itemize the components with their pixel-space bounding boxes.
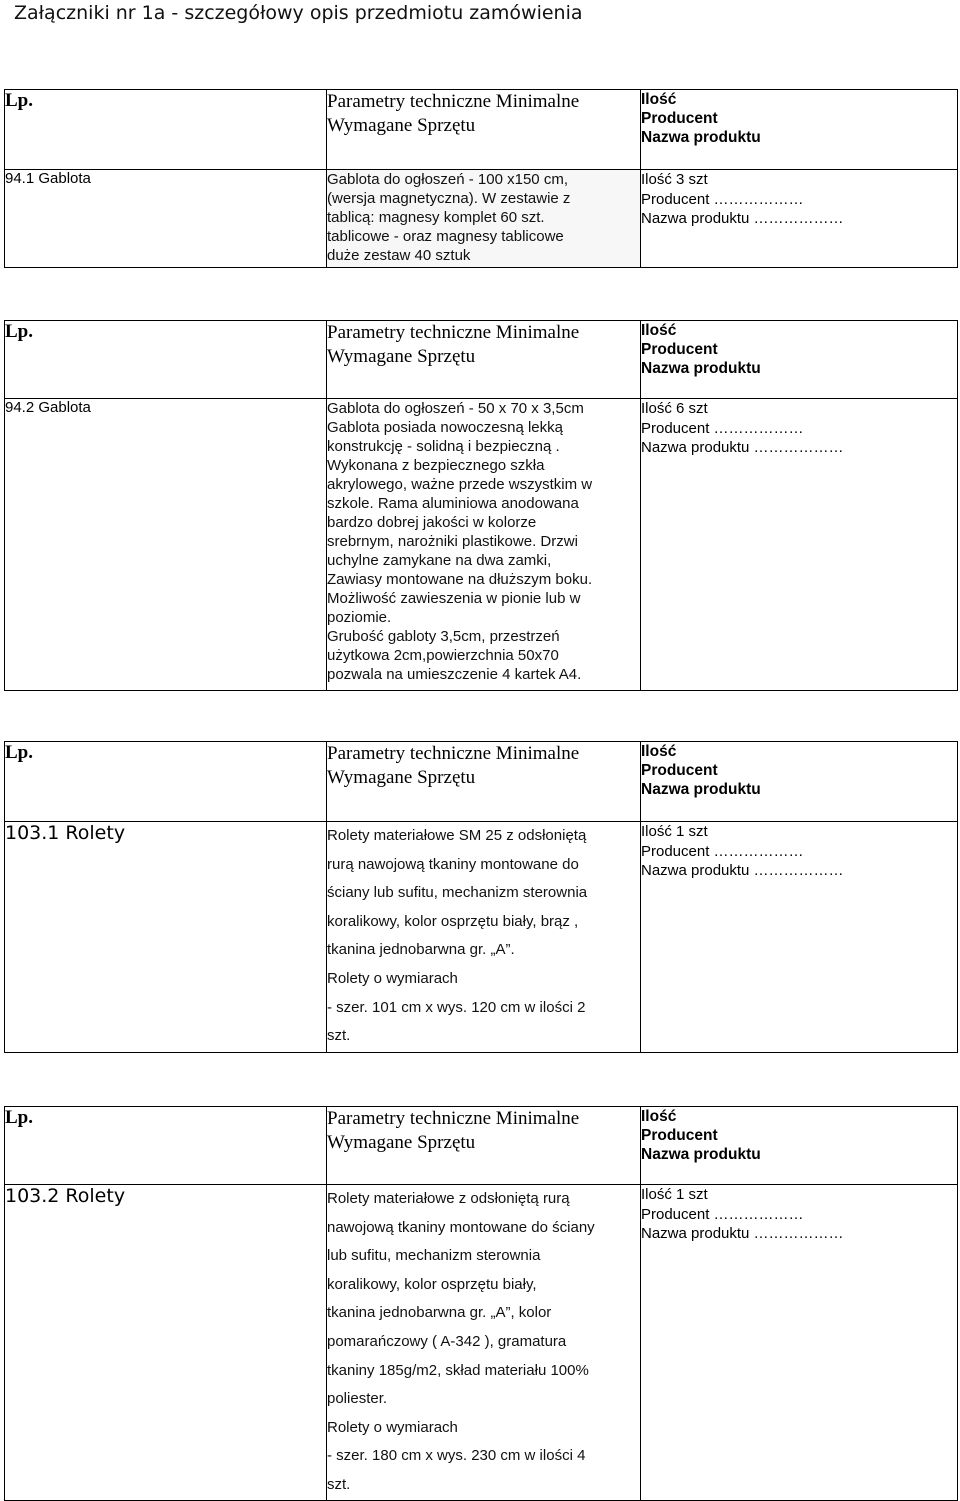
item-quantity [641,170,958,268]
header-quantity: Ilość Producent Nazwa produktu [641,90,958,170]
table-row [5,1185,958,1501]
text-line: tablicą: magnesy komplet 60 szt. [327,209,545,226]
text-line: Nazwa produktu ……………… [641,1225,844,1242]
document-title: Załączniki nr 1a - szczegółowy opis przedmiotu zamówienia [14,2,583,24]
text-line: Gablota do ogłoszeń - 100 x150 cm, [327,171,568,188]
spec-table-1 [4,89,958,268]
text-line: tkanina jednobarwna gr. „A”, kolor [327,1304,552,1322]
text-line: - szer. 101 cm x wys. 120 cm w ilości 2 [327,998,586,1016]
header-lp: Lp. [5,90,327,170]
item-quantity [641,822,958,1053]
text-line: szt. [327,1475,351,1493]
text-line: rurą nawojową tkaniny montowane do [327,855,579,873]
text-line: ściany lub sufitu, mechanizm sterownia [327,884,588,902]
text-line: Gablota posiada nowoczesną lekką [327,419,563,436]
header-params: Parametry techniczne Minimalne Wymagane Sprzętu [327,321,641,399]
text-line: Ilość 3 szt [641,171,708,188]
table-header-row [5,1107,958,1185]
item-quantity [641,399,958,691]
item-lp: 103.2 Rolety [5,1185,327,1501]
table-row [5,822,958,1053]
text-line: konstrukcję - solidną i bezpieczną . [327,438,560,455]
text-line: tablicowe - oraz magnesy tablicowe [327,228,564,245]
text-line: tkanina jednobarwna gr. „A”. [327,941,515,959]
text-line: srebrnym, narożniki plastikowe. Drzwi [327,533,578,550]
header-params: Parametry techniczne Minimalne Wymagane Sprzętu [327,90,641,170]
header-quantity: Ilość Producent Nazwa produktu [641,321,958,399]
text-line: Zawiasy montowane na dłuższym boku. [327,571,593,588]
text-line: Wykonana z bezpiecznego szkła [327,457,545,474]
item-lp: 103.1 Rolety [5,822,327,1053]
table-row [5,170,958,268]
text-line: Ilość 1 szt [641,823,708,840]
table-header-row [5,742,958,822]
text-line: poliester. [327,1390,388,1408]
text-line: bardzo dobrej jakości w kolorze [327,514,537,531]
text-line: akrylowego, ważne przede wszystkim w [327,476,593,493]
header-params: Parametry techniczne Minimalne Wymagane Sprzętu [327,742,641,822]
table-header-row [5,90,958,170]
text-line: Możliwość zawieszenia w pionie lub w [327,590,581,607]
text-line: lub sufitu, mechanizm sterownia [327,1247,541,1265]
text-line: - szer. 180 cm x wys. 230 cm w ilości 4 [327,1447,586,1465]
header-params: Parametry techniczne Minimalne Wymagane Sprzętu [327,1107,641,1185]
item-description [327,1185,641,1501]
text-line: szkole. Rama aluminiowa anodowana [327,495,579,512]
header-quantity: Ilość Producent Nazwa produktu [641,1107,958,1185]
item-description [327,399,641,691]
spec-table-2 [4,320,958,691]
text-line: Nazwa produktu ……………… [641,439,844,456]
text-line: tkaniny 185g/m2, skład materiału 100% [327,1361,589,1379]
text-line: pomarańczowy ( A-342 ), gramatura [327,1332,567,1350]
text-line: Rolety o wymiarach [327,1418,458,1436]
text-line: Grubość gabloty 3,5cm, przestrzeń [327,628,560,645]
text-line: Producent ……………… [641,419,804,437]
text-line: szt. [327,1027,351,1045]
text-line: Producent ……………… [641,1205,804,1223]
text-line: nawojową tkaniny montowane do ściany [327,1218,595,1236]
header-quantity: Ilość Producent Nazwa produktu [641,742,958,822]
header-lp: Lp. [5,742,327,822]
text-line: duże zestaw 40 sztuk [327,247,471,264]
text-line: (wersja magnetyczna). W zestawie z [327,190,571,207]
text-line: poziomie. [327,609,392,626]
text-line: Producent ……………… [641,190,804,208]
item-lp: 94.1 Gablota [5,170,327,268]
text-line: Ilość 1 szt [641,1186,708,1203]
item-lp: 94.2 Gablota [5,399,327,691]
text-line: Nazwa produktu ……………… [641,862,844,879]
text-line: pozwala na umieszczenie 4 kartek A4. [327,666,582,683]
text-line: użytkowa 2cm,powierzchnia 50x70 [327,647,559,664]
header-lp: Lp. [5,321,327,399]
table-header-row [5,321,958,399]
text-line: Rolety materiałowe z odsłoniętą rurą [327,1190,570,1207]
text-line: koralikowy, kolor osprzętu biały, [327,1275,537,1293]
spec-table-4 [4,1106,958,1501]
text-line: Rolety o wymiarach [327,969,458,987]
text-line: Ilość 6 szt [641,400,708,417]
text-line: uchylne zamykane na dwa zamki, [327,552,552,569]
text-line: Rolety materiałowe SM 25 z odsłoniętą [327,827,587,844]
header-lp: Lp. [5,1107,327,1185]
spec-table-3 [4,741,958,1053]
text-line: Gablota do ogłoszeń - 50 x 70 x 3,5cm [327,400,584,417]
text-line: koralikowy, kolor osprzętu biały, brąz , [327,912,579,930]
text-line: Nazwa produktu ……………… [641,210,844,227]
item-description [327,822,641,1053]
item-description [327,170,641,268]
item-quantity [641,1185,958,1501]
text-line: Producent ……………… [641,842,804,860]
table-row [5,399,958,691]
